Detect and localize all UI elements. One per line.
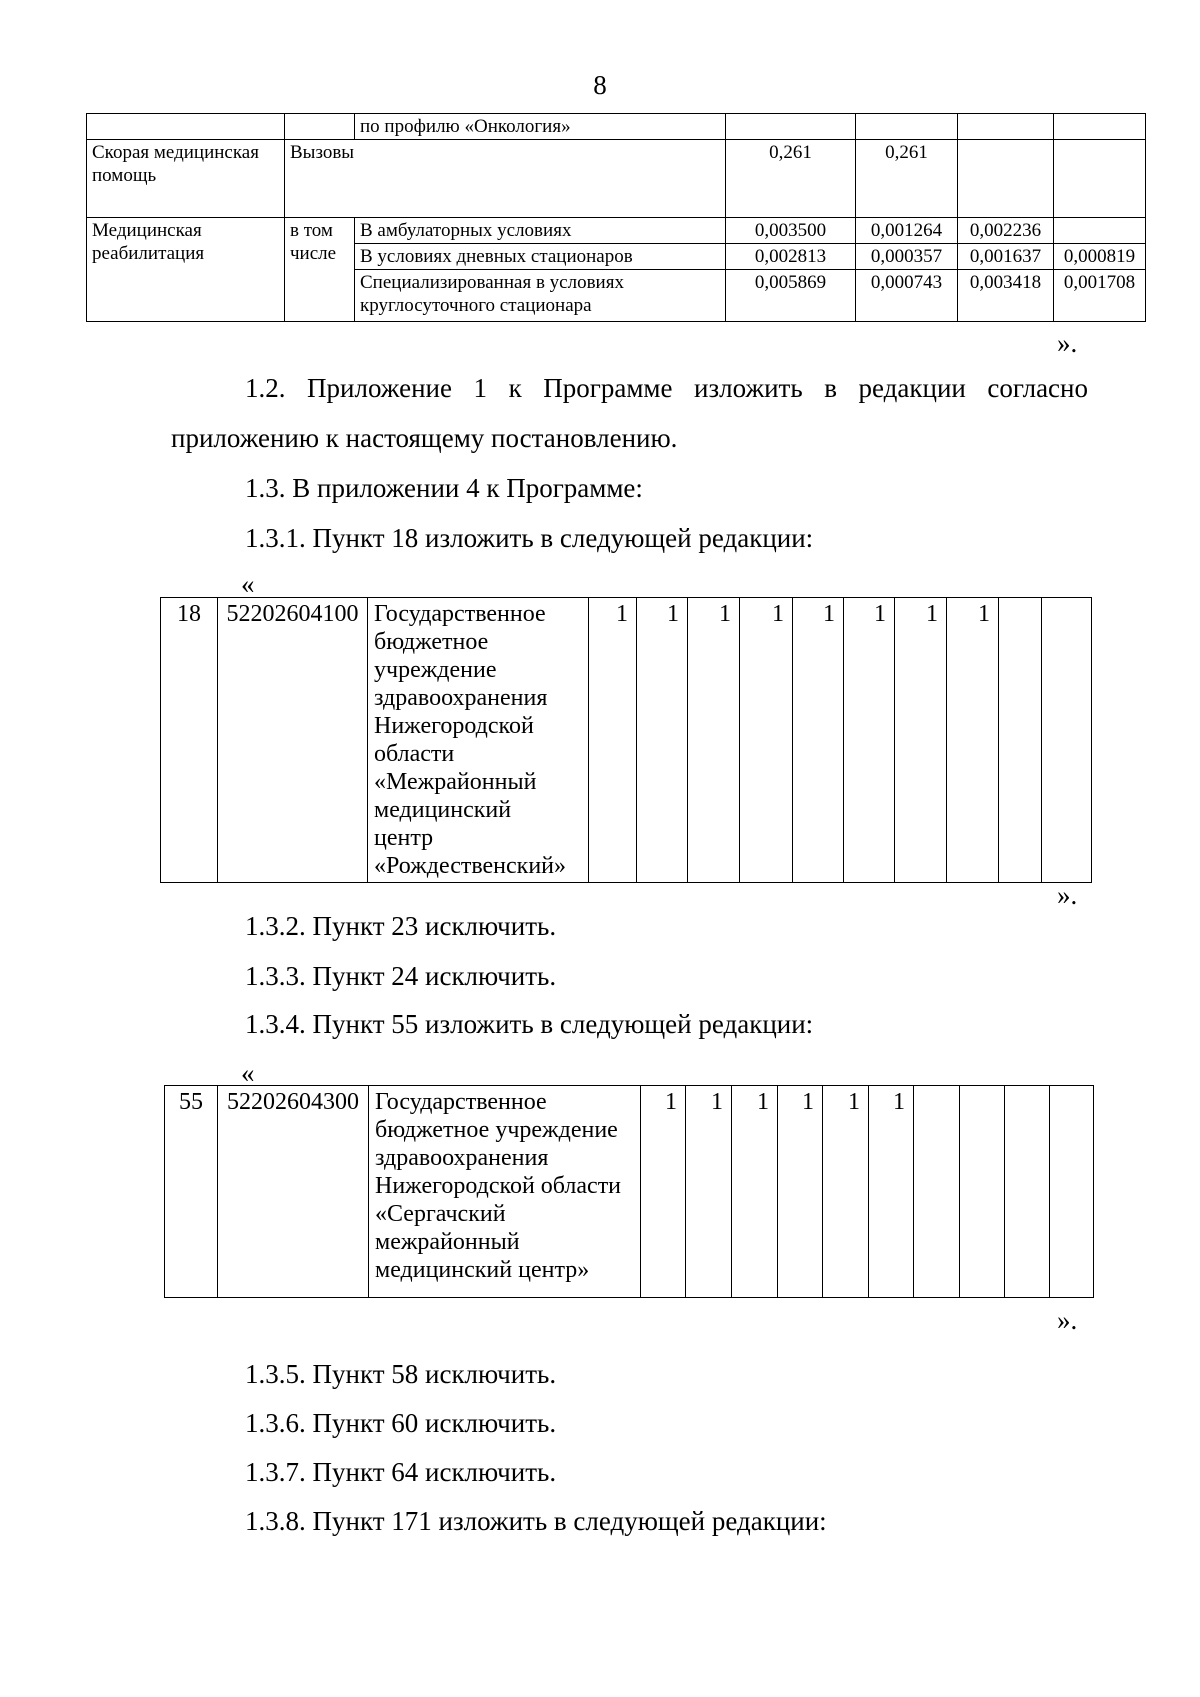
cell (726, 114, 856, 140)
cell (1054, 114, 1146, 140)
name-line: «Рождественский» (374, 853, 567, 879)
cell-oncology: по профилю «Онкология» (355, 114, 726, 140)
value-cell: 1 (844, 598, 895, 883)
value-cell: 1 (637, 598, 688, 883)
name-line: области (374, 741, 455, 767)
closing-quote: ». (1057, 328, 1078, 358)
value-cell: 1 (641, 1086, 686, 1298)
paragraph-1-3-3: 1.3.3. Пункт 24 исключить. (245, 961, 557, 991)
opening-quote: « (241, 1058, 255, 1088)
name-line: Государственное (375, 1089, 547, 1115)
name-line: «Межрайонный (374, 769, 537, 795)
value-cell: 1 (793, 598, 844, 883)
value-cell: 1 (589, 598, 637, 883)
item-name (369, 1086, 641, 1298)
closing-quote: ». (1057, 880, 1078, 910)
cell-value (1054, 140, 1146, 218)
value-cell (1005, 1086, 1050, 1298)
name-line: учреждение (374, 657, 497, 683)
value-cell (999, 598, 1042, 883)
cell-day-hospital: В условиях дневных стационаров (355, 244, 726, 270)
cell-value: 0,000819 (1054, 244, 1146, 270)
value-cell: 1 (688, 598, 740, 883)
paragraph-1-2-cont: приложению к настоящему постановлению. (171, 423, 678, 453)
paragraph-1-3-6: 1.3.6. Пункт 60 исключить. (245, 1408, 557, 1438)
item-code: 52202604300 (218, 1086, 369, 1298)
item-55-table (164, 1085, 1094, 1298)
paragraph-1-3-7: 1.3.7. Пункт 64 исключить. (245, 1457, 557, 1487)
cell-emergency: Скорая медицинская помощь (87, 140, 285, 218)
name-line: медицинский центр» (375, 1257, 590, 1283)
value-cell (1050, 1086, 1094, 1298)
cell-outpatient: В амбулаторных условиях (355, 218, 726, 244)
cell-value: 0,001637 (958, 244, 1054, 270)
cell-value: 0,261 (726, 140, 856, 218)
name-line: «Сергачский (375, 1201, 506, 1227)
value-cell (960, 1086, 1005, 1298)
item-number: 18 (161, 598, 218, 883)
paragraph-1-3: 1.3. В приложении 4 к Программе: (245, 473, 643, 503)
item-18-table (160, 597, 1092, 883)
cell-value: 0,001708 (1054, 270, 1146, 322)
cell-value: 0,002813 (726, 244, 856, 270)
name-line: бюджетное (374, 629, 489, 655)
value-cell: 1 (740, 598, 793, 883)
value-cell: 1 (732, 1086, 778, 1298)
cell-calls: Вызовы (285, 140, 726, 218)
cell-value: 0,003418 (958, 270, 1054, 322)
cell-value: 0,000357 (856, 244, 958, 270)
value-cell: 1 (947, 598, 999, 883)
value-cell: 1 (895, 598, 947, 883)
cell-value: 0,003500 (726, 218, 856, 244)
item-number: 55 (165, 1086, 218, 1298)
opening-quote: « (241, 569, 255, 599)
cell-value: 0,000743 (856, 270, 958, 322)
cell-value (958, 140, 1054, 218)
cell-value: 0,261 (856, 140, 958, 218)
cell-value: 0,002236 (958, 218, 1054, 244)
cell-value: 0,001264 (856, 218, 958, 244)
paragraph-1-3-8: 1.3.8. Пункт 171 изложить в следующей редакции: (245, 1506, 827, 1536)
paragraph-1-3-5: 1.3.5. Пункт 58 исключить. (245, 1359, 557, 1389)
page-number: 8 (593, 70, 607, 100)
paragraph-1-3-2: 1.3.2. Пункт 23 исключить. (245, 911, 557, 941)
name-line: Государственное (374, 601, 546, 627)
name-line: Нижегородской области (375, 1173, 622, 1199)
top-table (86, 113, 1146, 322)
name-line: здравоохранения (375, 1145, 549, 1171)
paragraph-1-3-1: 1.3.1. Пункт 18 изложить в следующей редакции: (245, 523, 814, 553)
closing-quote: ». (1057, 1305, 1078, 1335)
name-line: межрайонный (375, 1229, 520, 1255)
cell-including: в том числе (285, 218, 355, 322)
item-code: 52202604100 (218, 598, 368, 883)
name-line: здравоохранения (374, 685, 548, 711)
name-line: Нижегородской (374, 713, 534, 739)
value-cell: 1 (778, 1086, 823, 1298)
paragraph-1-2: 1.2. Приложение 1 к Программе изложить в редакции согласно (245, 373, 1088, 403)
cell (856, 114, 958, 140)
value-cell: 1 (869, 1086, 914, 1298)
cell (87, 114, 285, 140)
cell-value (1054, 218, 1146, 244)
name-line: медицинский (374, 797, 512, 823)
cell-value: 0,005869 (726, 270, 856, 322)
cell-round-clock: Специализированная в условиях круглосуточного стационара (355, 270, 726, 322)
cell (958, 114, 1054, 140)
cell (285, 114, 355, 140)
value-cell: 1 (823, 1086, 869, 1298)
name-line: бюджетное учреждение (375, 1117, 618, 1143)
value-cell: 1 (686, 1086, 732, 1298)
name-line: центр (374, 825, 434, 851)
value-cell (914, 1086, 960, 1298)
item-name (368, 598, 589, 883)
value-cell (1042, 598, 1092, 883)
paragraph-1-3-4: 1.3.4. Пункт 55 изложить в следующей редакции: (245, 1009, 814, 1039)
cell-rehab: Медицинская реабилитация (87, 218, 285, 322)
